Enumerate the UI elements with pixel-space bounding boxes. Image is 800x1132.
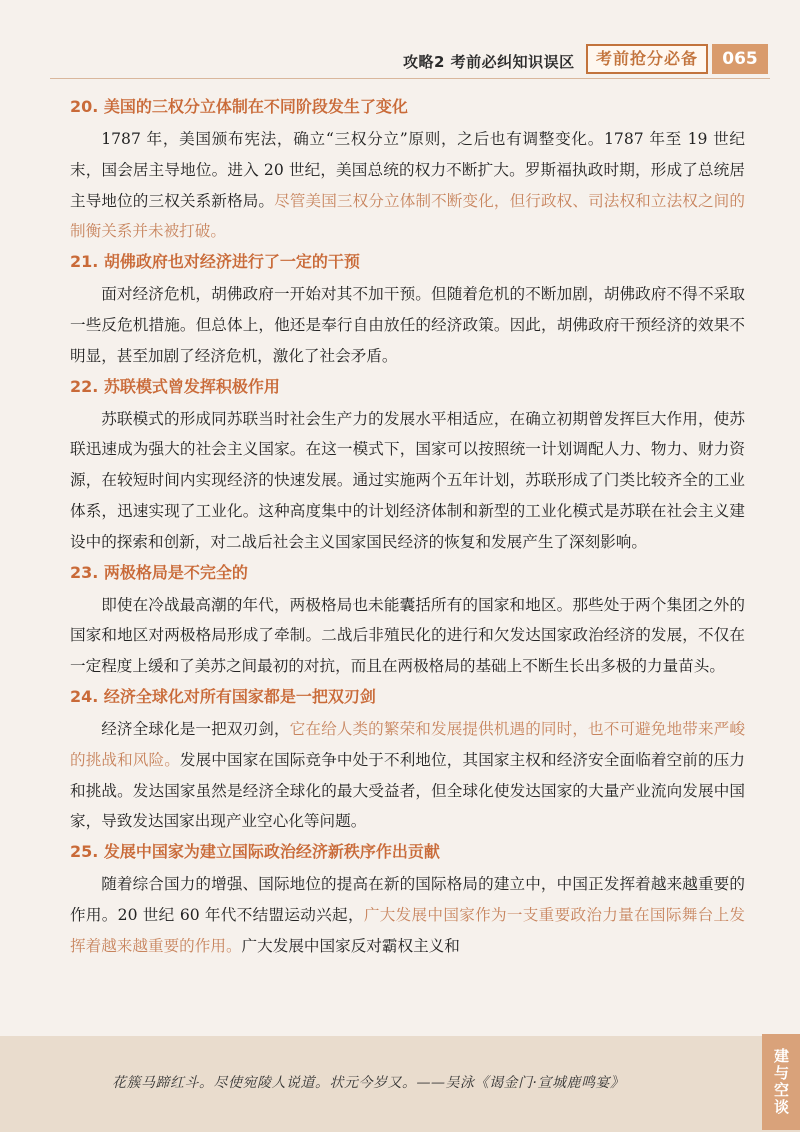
section-paragraph (70, 404, 745, 558)
page-number: 065 (712, 44, 768, 74)
paragraph-highlight: 尽管美国三权分立体制不断变化，但行政权、司法权和立法权之间的制衡关系并未被打破。 (70, 191, 745, 241)
section-title: 23. 两极格局是不完全的 (70, 562, 248, 582)
footer-quote: 花簇马蹄红斗。尽使宛陵人说道。状元今岁又。——吴泳《谒金门·宣城鹿鸣宴》 (112, 1075, 625, 1091)
section-22 (70, 374, 745, 558)
side-tab: 建与空谈 (762, 1034, 800, 1130)
section-paragraph (70, 714, 745, 837)
section-title: 24. 经济全球化对所有国家都是一把双刃剑 (70, 686, 376, 706)
section-23 (70, 560, 745, 682)
paragraph-text: 即使在冷战最高潮的年代，两极格局也未能囊括所有的国家和地区。那些处于两个集团之外的国家和地区对两极格局形成了牵制。二战后非殖民化的进行和欠发达国家政治经济的发展，不仅在一定程度上缓和了美苏之间最初的对抗，而且在两极格局的基础上不断生长出多极的力量苗头。 (70, 595, 745, 676)
chapter-heading: 攻略2 考前必纠知识误区 (403, 53, 575, 71)
page-header (0, 0, 800, 88)
section-24 (70, 684, 745, 837)
section-21 (70, 249, 745, 371)
header-divider (50, 78, 770, 79)
paragraph-text: 苏联模式的形成同苏联当时社会生产力的发展水平相适应，在确立初期曾发挥巨大作用，使苏联迅速成为强大的社会主义国家。在这一模式下，国家可以按照统一计划调配人力、物力、财力资源，在较短时间内实现经济的快速发展。通过实施两个五年计划，苏联形成了门类比较齐全的工业体系，迅速实现了工业化。这种高度集中的计划经济体制和新型的工业化模式是苏联在社会主义建设中的探索和创新，对二战后社会主义国家国民经济的恢复和发展产生了深刻影响。 (70, 409, 745, 551)
paragraph-text: 随着综合国力的增强、国际地位的提高在新的国际格局的建立中，中国正发挥着越来越重要的作用。20 世纪 60 年代不结盟运动兴起， (70, 875, 745, 924)
section-label-box: 考前抢分必备 (586, 44, 708, 74)
paragraph-text-after: 发展中国家在国际竞争中处于不利地位，其国家主权和经济安全面临着空前的压力和挑战。发达国家虽然是经济全球化的最大受益者，但全球化使发达国家的大量产业流向发展中国家，导致发达国家出现产业空心化等问题。 (70, 750, 745, 831)
paragraph-text: 经济全球化是一把双刃剑， (101, 719, 290, 738)
section-title: 21. 胡佛政府也对经济进行了一定的干预 (70, 252, 360, 272)
section-title: 22. 苏联模式曾发挥积极作用 (70, 376, 280, 396)
paragraph-text: 1787 年，美国颁布宪法，确立“三权分立”原则，之后也有调整变化。1787 年至 19 世纪末，国会居主导地位。进入 20 世纪，美国总统的权力不断扩大。罗斯福执政时期，形成了总统居主导地位的三权关系新格局。 (70, 130, 745, 210)
section-paragraph (70, 124, 745, 247)
paragraph-text-after: 广大发展中国家反对霸权主义和 (241, 936, 460, 955)
main-content (70, 92, 745, 962)
section-title: 25. 发展中国家为建立国际政治经济新秩序作出贡献 (70, 842, 440, 862)
section-20 (70, 94, 745, 247)
paragraph-text: 面对经济危机，胡佛政府一开始对其不加干预。但随着危机的不断加剧，胡佛政府不得不采取一些反危机措施。但总体上，他还是奉行自由放任的经济政策。因此，胡佛政府干预经济的效果不明显，甚至加剧了经济危机，激化了社会矛盾。 (70, 285, 745, 365)
paragraph-highlight: 它在给人类的繁荣和发展提供机遇的同时，也不可避免地带来严峻的挑战和风险。 (70, 719, 745, 769)
paragraph-highlight: 广大发展中国家作为一支重要政治力量在国际舞台上发挥着越来越重要的作用。 (70, 905, 745, 955)
section-title: 20. 美国的三权分立体制在不同阶段发生了变化 (70, 97, 408, 116)
section-25 (70, 839, 745, 961)
section-paragraph (70, 590, 745, 682)
section-paragraph (70, 869, 745, 961)
section-paragraph (70, 279, 745, 371)
